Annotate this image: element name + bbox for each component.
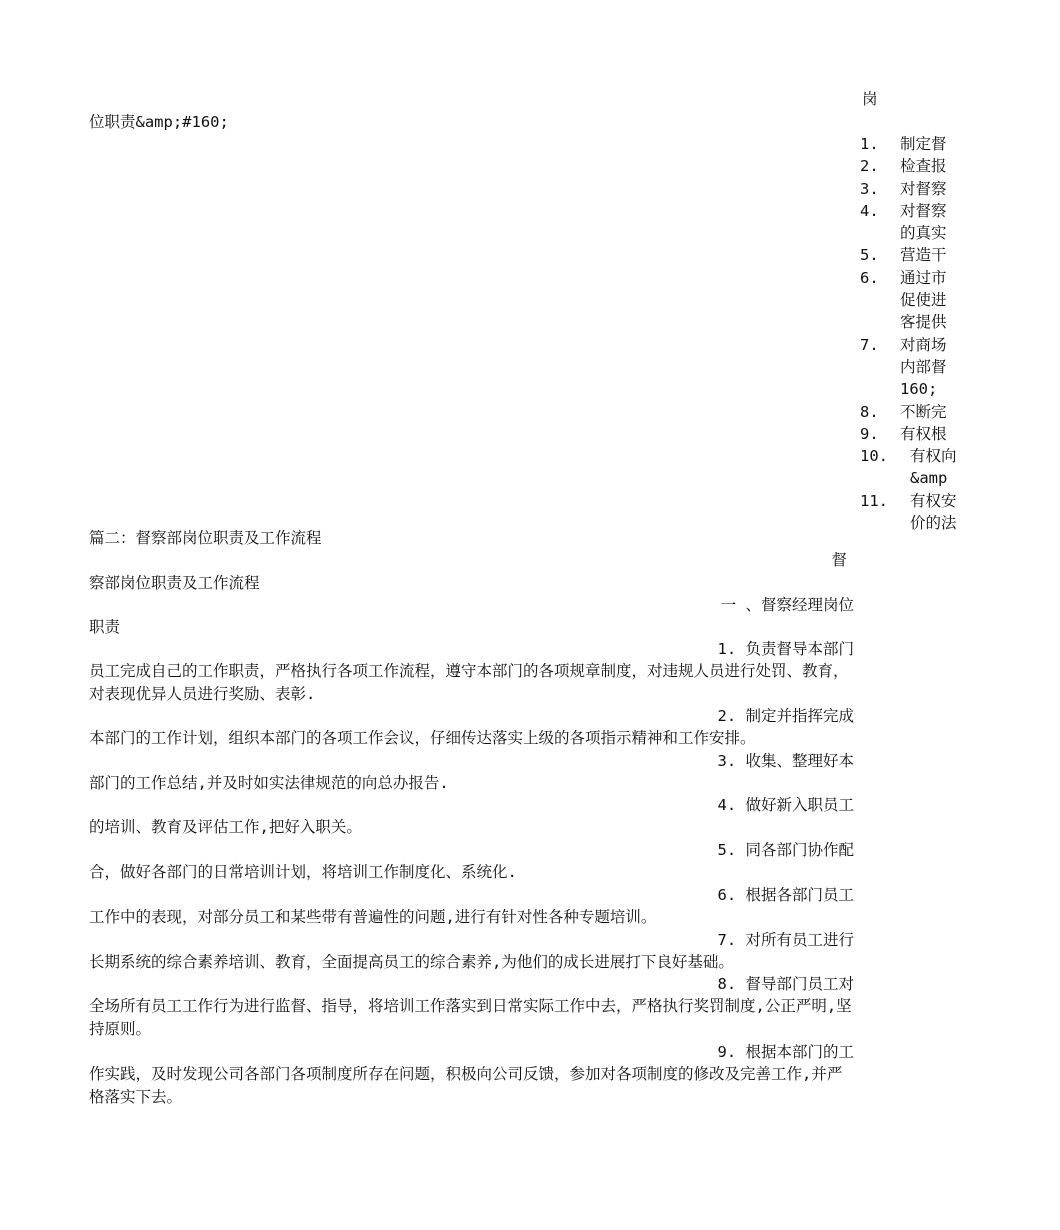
right-column-first-line	[860, 133, 1060, 155]
right-column-continuation: 促使进	[900, 291, 947, 310]
right-column-item	[860, 178, 1060, 200]
section2-title: 篇二：督察部岗位职责及工作流程	[89, 529, 322, 547]
right-column-number: 10.	[860, 447, 888, 466]
right-column-number: 8.	[860, 402, 879, 421]
right-column-item	[860, 244, 1060, 266]
right-column-continuation: &amp	[910, 469, 948, 488]
right-column-continuation: 客提供	[900, 313, 947, 332]
right-column-first-line	[860, 244, 1060, 266]
right-column-number: 1.	[860, 135, 879, 153]
right-column-first-line	[860, 267, 1060, 289]
right-column-first-line	[860, 200, 1060, 222]
right-column-first-line	[860, 445, 1060, 467]
right-column-item	[860, 445, 1060, 490]
item-3-head: 3. 收集、整理好本	[717, 752, 854, 770]
right-column-number: 9.	[860, 424, 879, 443]
item-1-head: 1. 负责督导本部门	[717, 640, 854, 658]
right-column-text: 营造干	[900, 246, 947, 265]
right-column-text: 通过市	[900, 268, 947, 287]
item-2-head: 2. 制定并指挥完成	[717, 707, 854, 725]
right-column-text: 有权安	[910, 491, 957, 510]
item-5-head: 5. 同各部门协作配	[717, 841, 854, 859]
item-7-head: 7. 对所有员工进行	[717, 931, 854, 949]
item-8-head: 8. 督导部门员工对	[717, 975, 854, 993]
right-column-continuation: 价的法	[910, 514, 957, 533]
right-column-item	[860, 401, 1060, 423]
right-column-first-line	[860, 490, 1060, 512]
right-column-text: 有权向	[910, 447, 957, 466]
heading-manager-duty-cont: 职责	[89, 618, 121, 636]
right-column-item	[860, 490, 1060, 535]
truncated-right-column	[860, 133, 1060, 534]
item-6-body: 工作中的表现，对部分员工和某些带有普遍性的问题,进行有针对性各种专题培训。	[89, 908, 657, 926]
right-column-continuation: 的真实	[900, 224, 947, 243]
right-column-item	[860, 155, 1060, 177]
fragment-top-gang: 岗	[862, 90, 878, 108]
right-column-text: 有权根	[900, 424, 947, 443]
right-column-item	[860, 423, 1060, 445]
item-6-head: 6. 根据各部门员工	[717, 886, 854, 904]
section2-fragment-du: 督	[831, 551, 847, 569]
item-2-body: 本部门的工作计划，组织本部门的各项工作会议，仔细传达落实上级的各项指示精神和工作安排。	[89, 729, 756, 747]
right-column-number: 2.	[860, 157, 879, 176]
item-4-body: 的培训、教育及评估工作,把好入职关。	[89, 818, 362, 836]
right-column-text: 不断完	[900, 402, 947, 421]
right-column-number: 3.	[860, 179, 879, 198]
item-1-body: 员工完成自己的工作职责，严格执行各项工作流程，遵守本部门的各项规章制度，对违规人员进行处罚、教育，对表现优异人员进行奖励、表彰.	[89, 662, 849, 703]
right-column-first-line	[860, 423, 1060, 445]
right-column-first-line	[860, 155, 1060, 177]
right-column-item	[860, 267, 1060, 334]
item-3-body: 部门的工作总结,并及时如实法律规范的向总办报告.	[89, 774, 449, 792]
item-9-body: 作实践，及时发现公司各部门各项制度所存在问题，积极向公司反馈，参加对各项制度的修改及完善工作,并严格落实下去。	[89, 1065, 843, 1106]
right-column-item	[860, 133, 1060, 155]
right-column-number: 4.	[860, 201, 879, 220]
right-column-text: 对督察	[900, 201, 947, 220]
item-7-body: 长期系统的综合素养培训、教育，全面提高员工的综合素养,为他们的成长进展打下良好基础。	[89, 953, 734, 971]
line-duty-entity: 位职责&amp;#160;	[89, 113, 229, 131]
right-column-first-line	[860, 178, 1060, 200]
right-column-number: 6.	[860, 268, 879, 287]
right-column-text: 对商场	[900, 335, 947, 354]
right-column-number: 11.	[860, 491, 888, 510]
right-column-text: 对督察	[900, 179, 947, 198]
right-column-number: 7.	[860, 335, 879, 354]
item-4-head: 4. 做好新入职员工	[717, 796, 854, 814]
right-column-first-line	[860, 334, 1060, 356]
right-column-item	[860, 200, 1060, 245]
right-column-first-line	[860, 401, 1060, 423]
item-9-head: 9. 根据本部门的工	[717, 1043, 854, 1061]
item-5-body: 合，做好各部门的日常培训计划，将培训工作制度化、系统化.	[89, 863, 517, 881]
right-column-continuation: 160;	[900, 380, 938, 399]
right-column-text: 制定督	[900, 135, 947, 153]
right-column-text: 检查报	[900, 157, 947, 176]
item-8-body: 全场所有员工工作行为进行监督、指导，将培训工作落实到日常实际工作中去，严格执行奖罚制度,公正严明,坚持原则。	[89, 997, 852, 1038]
right-column-continuation: 内部督	[900, 357, 947, 376]
right-column-number: 5.	[860, 246, 879, 265]
right-column-item	[860, 334, 1060, 401]
heading-manager-duty: 一 、督察经理岗位	[720, 596, 854, 614]
section2-subtitle: 察部岗位职责及工作流程	[89, 574, 260, 592]
